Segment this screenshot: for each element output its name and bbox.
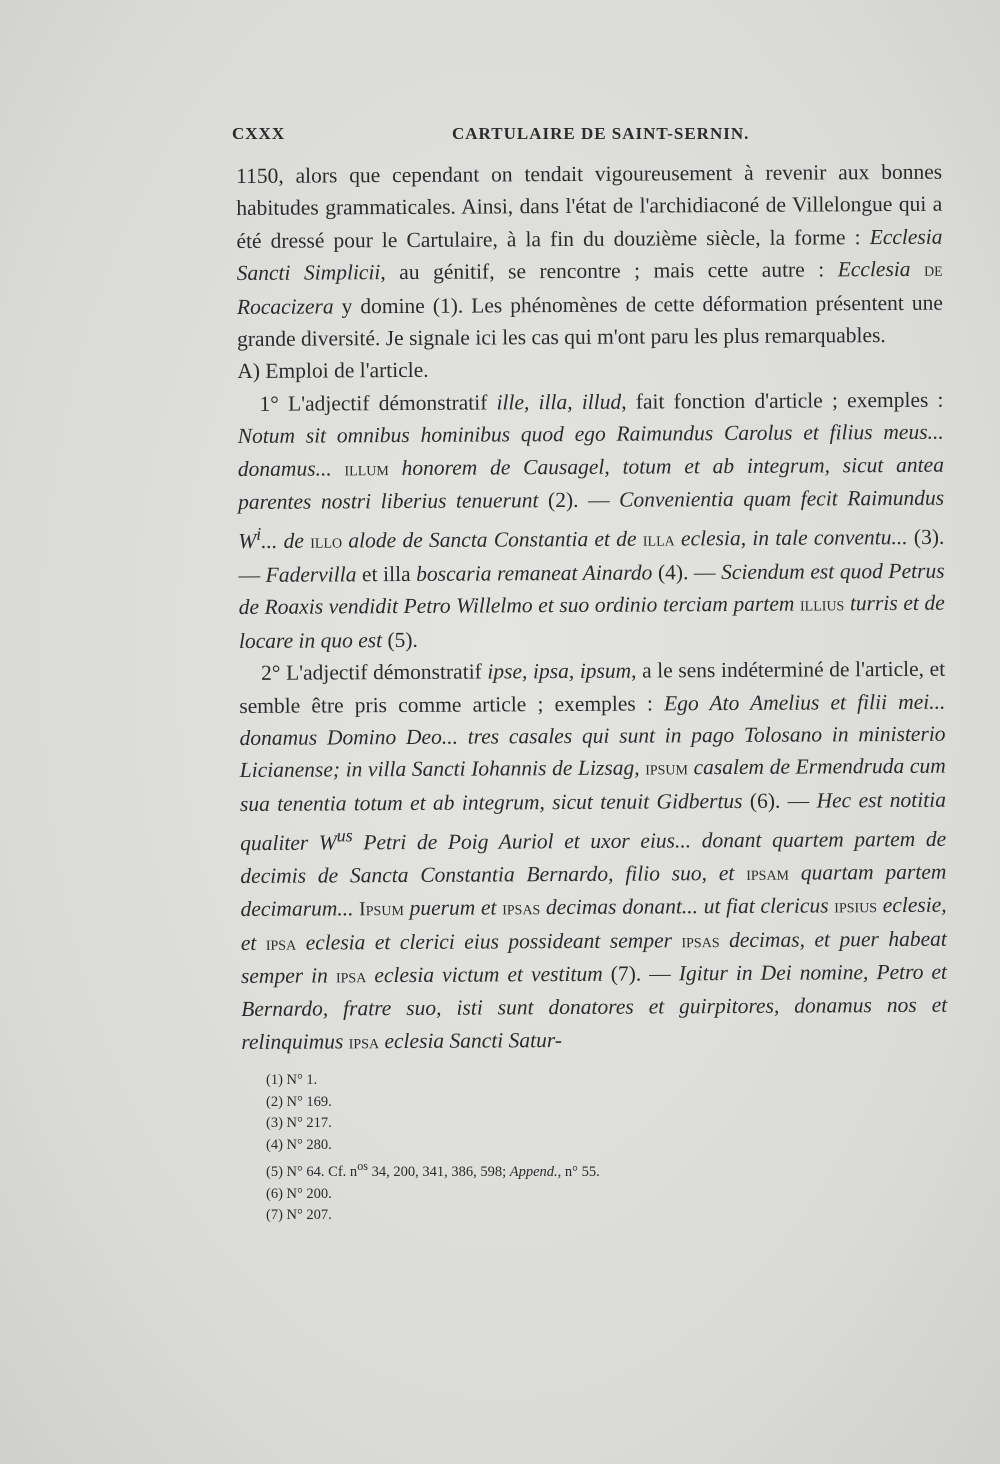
page-header bbox=[232, 124, 942, 150]
section-heading-a: A) Emploi de l'article. bbox=[237, 358, 429, 384]
footnote: (6) N° 200. bbox=[266, 1185, 332, 1202]
footnote: (3) N° 217. bbox=[266, 1115, 332, 1132]
footnote: (1) N° 1. bbox=[266, 1072, 318, 1088]
folio-number: CXXX bbox=[232, 124, 286, 143]
footnote: (5) N° 64. Cf. $n^{os}$ 34, 200, 341, 386, 598; Append., n° 55. bbox=[266, 1159, 600, 1181]
footnotes bbox=[266, 1070, 866, 1227]
running-title: CARTULAIRE DE SAINT-SERNIN. bbox=[452, 124, 750, 143]
footnote: (2) N° 169. bbox=[266, 1093, 332, 1110]
footnote: (4) N° 280. bbox=[266, 1136, 332, 1153]
body-text bbox=[236, 156, 947, 1060]
paragraph-3: 2° L'adjectif démonstratif ipse, ipsa, ipsum, a le sens indéterminé de l'article, et semble être pris comme article ; exemples : Ego Ato Amelius et filii mei... donamus Domino Deo... tres casales qui sunt in pago Tolosano in ministerio Licianense; in villa Sancti Iohannis de Lizsag, ipsum casalem de Ermendruda cum sua tenentia totum et ab integrum, sicut tenuit Gidbertus (6). — Hec est notitia qualiter $W^{us}$ Petri de Poig Auriol et uxor eius... donant quartem partem de decimis de Sancta Constantia Bernardo, filio suo, et ipsam quartam partem decimarum... Ipsum puerum et ipsas decimas donant... ut fiat clericus ipsius eclesie, et ipsa eclesia et clerici eius possideant semper ipsas decimas, et puer habeat semper in ipsa eclesia victum et vestitum (7). — Igitur in Dei nomine, Petro et Bernardo, fratre suo, isti sunt donatores et guirpitores, donamus nos et relinquimus ipsa eclesia Sancti Satur- bbox=[239, 656, 948, 1054]
paragraph-2: 1° L'adjectif démonstratif ille, illa, illud, fait fonction d'article ; exemples : Notum sit omnibus hominibus quod ego Raimundus Carolus et filius meus... donamus... illum honorem de Causagel, totum et ab integrum, sicut antea parentes nostri liberius tenuerunt (2). — Convenientia quam fecit Raimundus $W^i$... de illo alode de Sancta Constantia et de illa eclesia, in tale conventu... (3). — Fadervilla et illa boscaria remaneat Ainardo (4). — Sciendum est quod Petrus de Roaxis vendidit Petro Willelmo et suo ordinio terciam partem illius turris et de locare in quo est (5). bbox=[237, 387, 945, 653]
footnote: (7) N° 207. bbox=[266, 1207, 332, 1224]
paragraph-1: 1150, alors que cependant on tendait vigoureusement à revenir aux bonnes habitudes grammaticales. Ainsi, dans l'état de l'archidiaconé de Villelongue qui a été dressé pour le Cartulaire, à la fin du douzième siècle, la forme : Ecclesia Sancti Simplicii, au génitif, se rencontre ; mais cette autre : Ecclesia de Rocacizera y domine (1). Les phénomènes de cette déformation présentent une grande diversité. Je signale ici les cas qui m'ont paru les plus remarquables. bbox=[236, 159, 943, 352]
